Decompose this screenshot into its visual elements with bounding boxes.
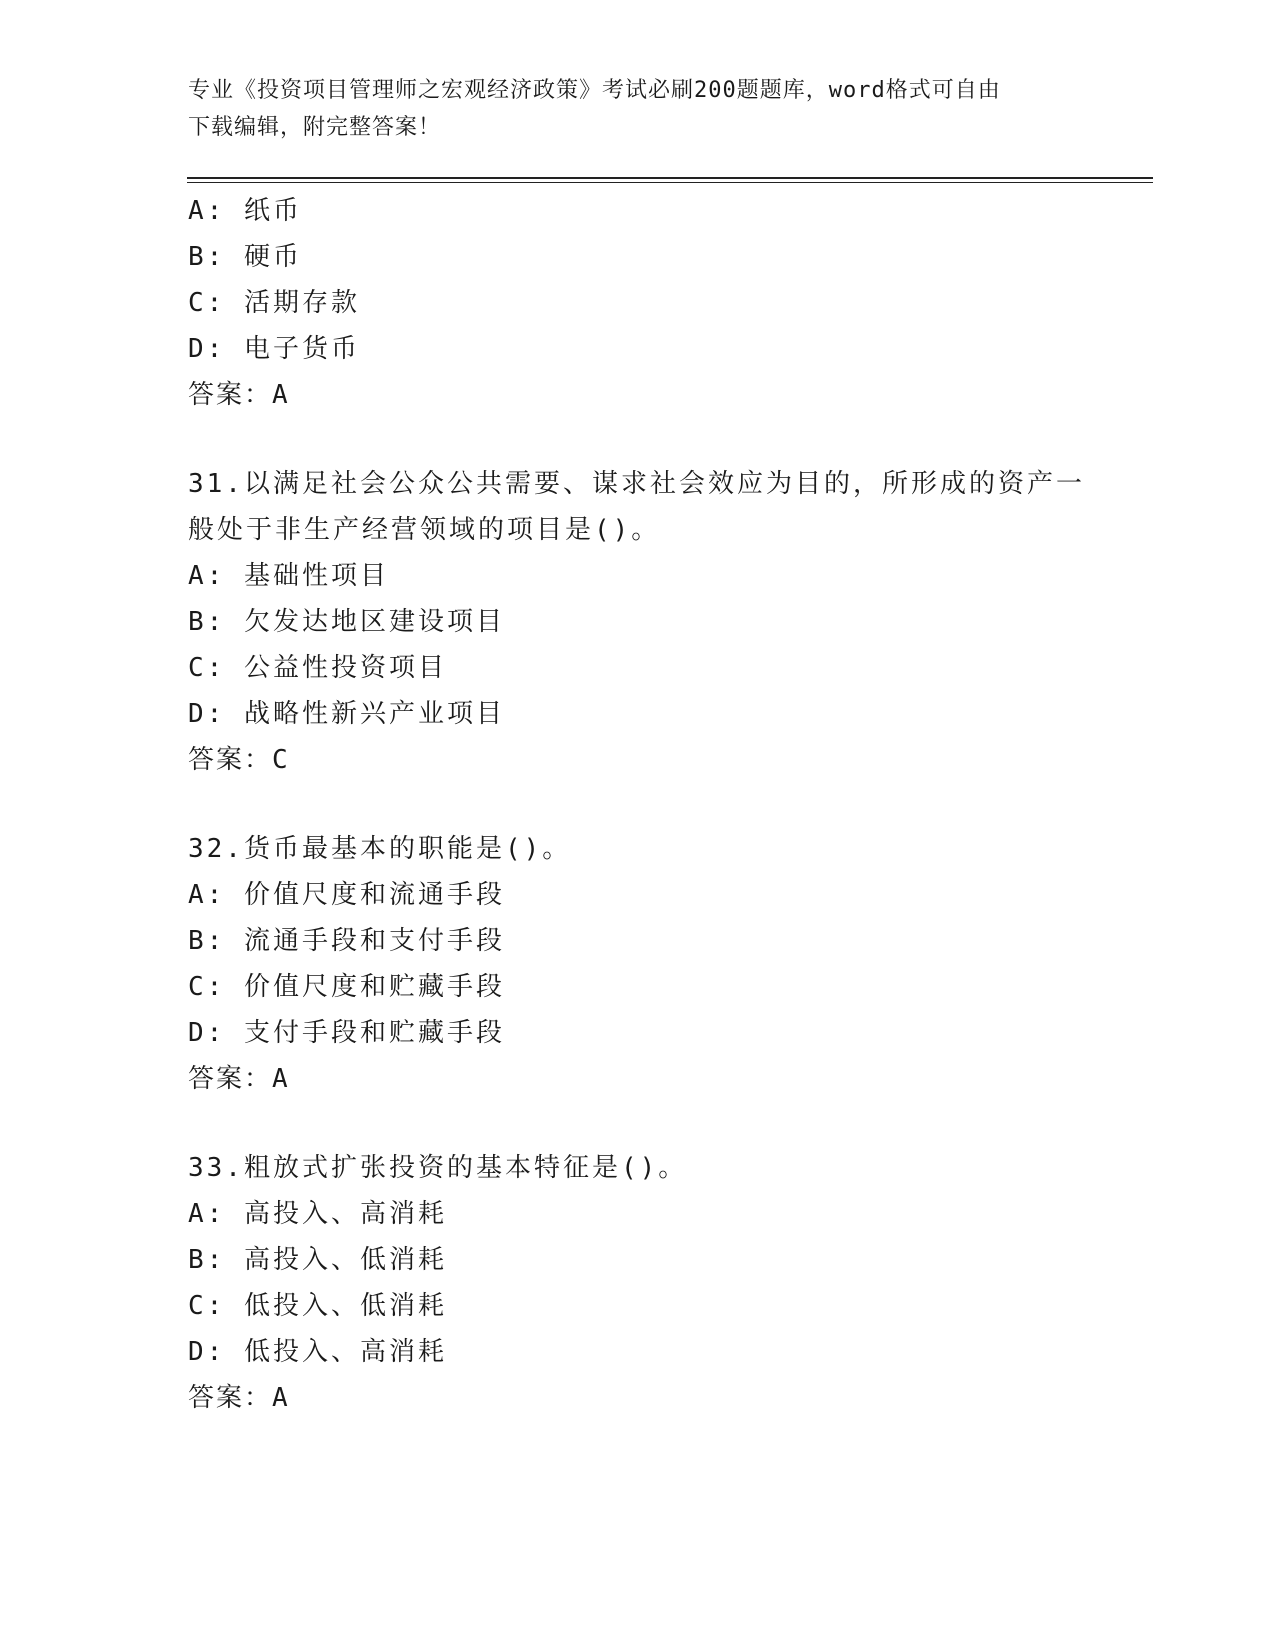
question-list [188,188,1088,1421]
option-c: C: 公益性投资项目 [188,653,447,683]
spacer [188,418,1088,461]
option-a: A: 纸币 [188,196,302,226]
header-line-2: 下载编辑，附完整答案！ [188,115,442,140]
option-a: A: 基础性项目 [188,561,389,591]
question-text-line-1: 32.货币最基本的职能是()。 [188,834,572,864]
question-text-line-2: 般处于非生产经营领域的项目是()。 [188,515,661,545]
option-b: B: 硬币 [188,242,302,272]
answer-line: 答案：A [188,1064,290,1094]
option-d: D: 低投入、高消耗 [188,1337,447,1367]
question-33-block [188,1145,1088,1421]
option-b: B: 高投入、低消耗 [188,1245,447,1275]
option-c: C: 价值尺度和贮藏手段 [188,972,505,1002]
header-divider-thin [187,182,1153,183]
option-c: C: 活期存款 [188,288,360,318]
answer-line: 答案：A [188,380,290,410]
answer-line: 答案：C [188,745,290,775]
question-32-block [188,826,1088,1102]
spacer [188,1102,1088,1145]
question-text-line-1: 31.以满足社会公众公共需要、谋求社会效应为目的，所形成的资产一 [188,469,1085,499]
header-divider-thick [187,177,1153,179]
option-c: C: 低投入、低消耗 [188,1291,447,1321]
question-text-line-1: 33.粗放式扩张投资的基本特征是()。 [188,1153,688,1183]
option-b: B: 欠发达地区建设项目 [188,607,505,637]
question-30-block [188,188,1088,418]
option-a: A: 高投入、高消耗 [188,1199,447,1229]
option-d: D: 支付手段和贮藏手段 [188,1018,505,1048]
question-31-block [188,461,1088,783]
document-header [188,72,1088,146]
answer-line: 答案：A [188,1383,290,1413]
option-b: B: 流通手段和支付手段 [188,926,505,956]
spacer [188,783,1088,826]
option-d: D: 战略性新兴产业项目 [188,699,505,729]
option-a: A: 价值尺度和流通手段 [188,880,505,910]
header-line-1: 专业《投资项目管理师之宏观经济政策》考试必刷200题题库，word格式可自由 [188,78,1001,103]
option-d: D: 电子货币 [188,334,360,364]
